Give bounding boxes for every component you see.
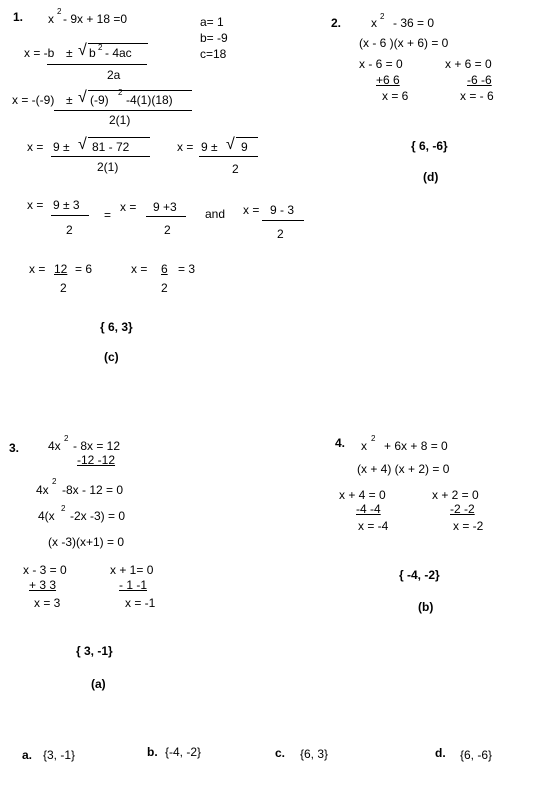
sub-den: 2(1) — [109, 113, 131, 127]
problem-3-solution: { 3, -1} — [76, 644, 113, 658]
step5-num: 9 ± 3 — [53, 198, 80, 212]
step3-under: 81 - 72 — [92, 140, 130, 154]
problem-3-eq-exp: 2 — [64, 434, 69, 443]
problem-3-step2-rest: -8x - 12 = 0 — [62, 483, 124, 497]
sub-pm: ± — [66, 93, 73, 107]
problem-3-step3-exp: 2 — [61, 504, 66, 513]
problem-3-subtract: -12 -12 — [77, 453, 116, 467]
step5c-lhs: x = — [243, 203, 260, 217]
step3-radical-icon: √ — [78, 136, 87, 153]
step5b-fraction-bar — [146, 216, 186, 217]
problem-1-number: 1. — [13, 10, 24, 24]
step5-and: and — [205, 207, 226, 221]
sub-lhs: x = -(-9) — [12, 93, 55, 107]
choice-d-value: {6, -6} — [460, 748, 493, 762]
step3-fraction-bar — [51, 156, 150, 157]
step4-radical-icon: √ — [226, 136, 235, 153]
problem-1-eq-exp: 2 — [57, 7, 62, 16]
problem-3-number: 3. — [9, 441, 20, 455]
problem-3-step3-rest: -2x -3) = 0 — [70, 509, 126, 523]
step5c-fraction-bar — [262, 220, 304, 221]
problem-2-left-add: +6 6 — [376, 73, 400, 87]
step4-under: 9 — [241, 140, 248, 154]
step3-num: 9 ± — [53, 140, 70, 154]
formula-pm: ± — [66, 46, 73, 60]
problem-2-eq-exp: 2 — [380, 12, 385, 21]
step6b-lhs: x = — [131, 262, 148, 276]
problem-1-solution: { 6, 3} — [100, 320, 133, 334]
problem-4-left-add: -4 -4 — [356, 502, 381, 516]
step4-radical-bar — [236, 137, 258, 138]
formula-den: 2a — [107, 68, 121, 82]
problem-3-right-result: x = -1 — [125, 596, 156, 610]
step5b-lhs: x = — [120, 200, 137, 214]
coef-b: b= -9 — [200, 31, 228, 45]
step5-lhs: x = — [27, 198, 44, 212]
problem-4-left-result: x = -4 — [358, 519, 389, 533]
sub-radical-bar — [88, 90, 192, 91]
step6b-num: 6 — [161, 262, 168, 276]
step5-fraction-bar — [51, 215, 89, 216]
problem-3-step4: (x -3)(x+1) = 0 — [48, 535, 125, 549]
step6b-den: 2 — [161, 281, 168, 295]
problem-3-left-add: + 3 3 — [29, 578, 57, 592]
problem-2-solution: { 6, -6} — [411, 139, 448, 153]
choice-a-value: {3, -1} — [43, 748, 76, 762]
step4-lhs: x = — [177, 140, 194, 154]
coef-c: c=18 — [200, 47, 227, 61]
step3-den: 2(1) — [97, 160, 119, 174]
formula-under: b — [89, 46, 96, 60]
problem-3-label: (a) — [91, 677, 106, 691]
problem-4-eq-rest: + 6x + 8 = 0 — [384, 439, 448, 453]
problem-1-eq-rest: - 9x + 18 =0 — [63, 12, 128, 26]
formula-radical-icon: √ — [78, 42, 87, 59]
step3-lhs: x = — [27, 140, 44, 154]
step6-den: 2 — [60, 281, 67, 295]
choice-c-letter: c. — [275, 746, 286, 760]
problem-3-step3-a: 4(x — [38, 509, 55, 523]
problem-4-right-add: -2 -2 — [450, 502, 475, 516]
formula-lhs: x = -b — [24, 46, 55, 60]
step5c-den: 2 — [277, 227, 284, 241]
problem-4-factored: (x + 4) (x + 2) = 0 — [357, 462, 450, 476]
problem-4-solution: { -4, -2} — [399, 568, 440, 582]
problem-2-label: (d) — [423, 170, 439, 184]
problem-1-eq-x: x — [48, 12, 54, 26]
step5-den: 2 — [66, 223, 73, 237]
step4-num: 9 ± — [201, 140, 218, 154]
choice-a-letter: a. — [22, 748, 33, 762]
step4-fraction-bar — [199, 156, 258, 157]
step5b-den: 2 — [164, 223, 171, 237]
problem-2-right-eq: x + 6 = 0 — [445, 57, 492, 71]
formula-exp: 2 — [98, 43, 103, 52]
problem-3-eq-rest: - 8x = 12 — [73, 439, 121, 453]
problem-2-left-result: x = 6 — [382, 89, 409, 103]
problem-2-right-add: -6 -6 — [467, 73, 492, 87]
sub-under-2: -4(1)(18) — [126, 93, 173, 107]
sub-radical-icon: √ — [78, 89, 87, 106]
step6-result: = 6 — [75, 262, 93, 276]
problem-1-label: (c) — [104, 350, 119, 364]
choice-b-letter: b. — [147, 745, 158, 759]
problem-2-factored: (x - 6 )(x + 6) = 0 — [359, 36, 449, 50]
problem-3-eq-a: 4x — [48, 439, 61, 453]
formula-fraction-bar — [47, 64, 147, 65]
problem-3-left-result: x = 3 — [34, 596, 61, 610]
problem-2-eq-x: x — [371, 16, 377, 30]
choice-c-value: {6, 3} — [300, 747, 329, 761]
step6b-result: = 3 — [178, 262, 196, 276]
choice-b-value: {-4, -2} — [165, 745, 202, 759]
step6-lhs: x = — [29, 262, 46, 276]
problem-2-number: 2. — [331, 16, 342, 30]
step5b-num: 9 +3 — [153, 200, 177, 214]
coef-a: a= 1 — [200, 15, 224, 29]
choice-d-letter: d. — [435, 746, 446, 760]
sub-fraction-bar — [54, 110, 192, 111]
problem-4-label: (b) — [418, 600, 434, 614]
formula-rest: - 4ac — [105, 46, 132, 60]
step5-equals: = — [104, 208, 112, 222]
problem-2-right-result: x = - 6 — [460, 89, 494, 103]
problem-3-step2-a: 4x — [36, 483, 49, 497]
problem-4-number: 4. — [335, 436, 346, 450]
step5c-num: 9 - 3 — [270, 203, 295, 217]
problem-4-left-eq: x + 4 = 0 — [339, 488, 386, 502]
sub-exp: 2 — [118, 88, 123, 97]
problem-4-eq-exp: 2 — [371, 434, 376, 443]
formula-radical-bar — [88, 43, 148, 44]
problem-3-right-add: - 1 -1 — [119, 578, 148, 592]
problem-3-left-eq: x - 3 = 0 — [23, 563, 67, 577]
problem-4-eq-x: x — [361, 439, 367, 453]
problem-2-eq-rest: - 36 = 0 — [393, 16, 435, 30]
problem-4-right-result: x = -2 — [453, 519, 484, 533]
step4-den: 2 — [232, 162, 239, 176]
problem-4-right-eq: x + 2 = 0 — [432, 488, 479, 502]
sub-under-1: (-9) — [90, 93, 109, 107]
problem-3-step2-exp: 2 — [52, 477, 57, 486]
problem-2-left-eq: x - 6 = 0 — [359, 57, 403, 71]
step3-radical-bar — [88, 137, 150, 138]
problem-3-right-eq: x + 1= 0 — [110, 563, 154, 577]
step6-num: 12 — [54, 262, 68, 276]
